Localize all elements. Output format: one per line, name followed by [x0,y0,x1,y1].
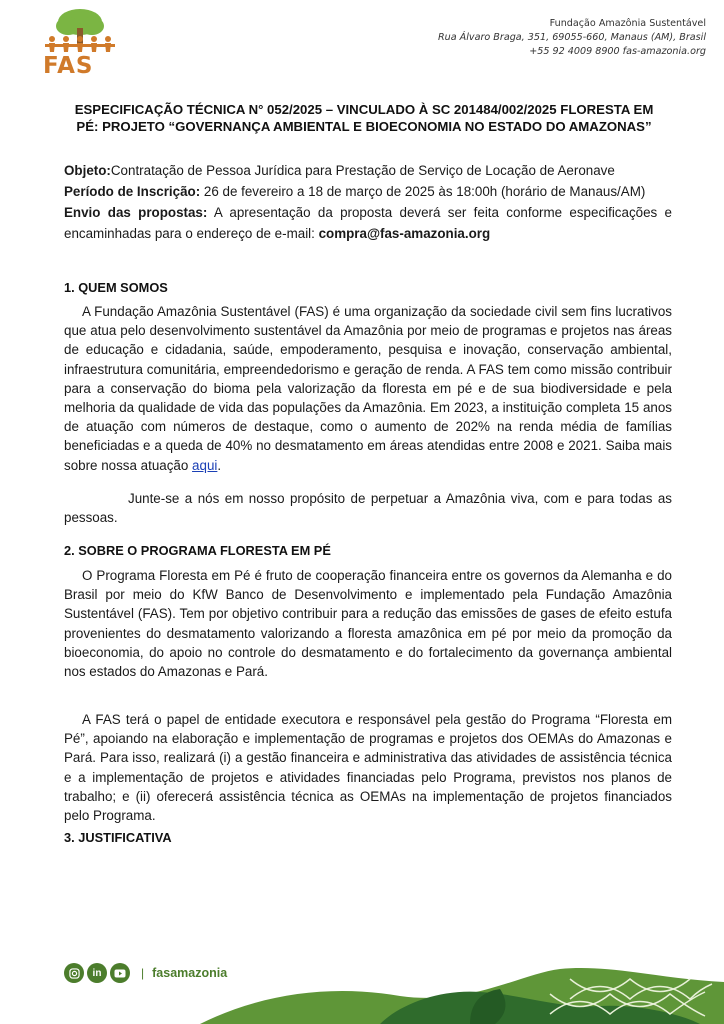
footer-hills-decoration [0,934,724,1024]
section-2-paragraph-1: O Programa Floresta em Pé é fruto de cooperação financeira entre os governos da Alemanha e do Brasil por meio do KfW Banco de Desenvolvimento e implementado pela Fundação Amazônia Sustentável (FAS). Tem por objetivo contribuir para a redução das emissões de gases de efeito estufa provenientes do desmatamento valorizando a floresta amazônica em pé por meio da promoção da bioeconomia, do apoio no controle do desmatamento e do fortalecimento da governança ambiental nos estados do Amazonas e Pará. [64,568,672,680]
social-handle[interactable]: fasamazonia [152,966,228,980]
aqui-link[interactable]: aqui [192,457,218,473]
objeto-line [64,160,672,181]
periodo-value: 26 de fevereiro a 18 de março de 2025 às 18:00h (horário de Manaus/AM) [200,184,646,199]
linkedin-icon[interactable]: in [87,963,107,983]
org-name: Fundação Amazônia Sustentável [549,18,706,29]
tree-people-icon [40,8,120,58]
section-2-heading: 2. SOBRE O PROGRAMA FLORESTA EM PÉ [64,543,331,558]
periodo-label: Período de Inscrição: [64,184,201,199]
section-3-heading: 3. JUSTIFICATIVA [64,830,172,845]
section-1-heading: 1. QUEM SOMOS [64,280,168,295]
envio-label: Envio das propostas: [64,205,208,220]
section-1-paragraph-2: Junte-se a nós em nosso propósito de perpetuar a Amazônia viva, com e para todas as pessoas. [64,491,672,526]
envio-line [64,202,672,244]
meta-block [64,160,672,244]
separator: | [141,966,145,980]
objeto-label: Objeto: [64,163,111,178]
section-1-paragraph-1 [64,302,672,475]
document-title: ESPECIFICAÇÃO TÉCNICA N° 052/2025 – VINCULADO À SC 201484/002/2025 FLORESTA EM PÉ: PROJETO “GOVERNANÇA AMBIENTAL E BIOECONOMIA NO ESTADO DO AMAZONAS” [74,102,654,134]
period: . [217,457,222,473]
envio-value: A apresentação da proposta deverá ser feita conforme especificações e encaminhadas para o endereço de e-mail: [64,205,672,241]
section-2-paragraph-2: A FAS terá o papel de entidade executora e responsável pela gestão do Programa “Floresta em Pé”, apoiando na elaboração e implementação de programas e projetos dos OEMAs do Amazonas e Pará. Para isso, realizará (i) a gestão financeira e administrativa das atividades de assistência técnica e a implementação de projetos e atividades financiadas pelo Programa, previstos nos planos de trabalho; e (ii) oferecerá assistência técnica as OEMAs na implementação de projetos financiados pelo Programa. [64,712,672,824]
org-contact: +55 92 4009 8900 fas-amazonia.org [529,46,706,57]
org-address: Rua Álvaro Braga, 351, 69055-660, Manaus (AM), Brasil [437,32,706,43]
section-1-text: A Fundação Amazônia Sustentável (FAS) é uma organização da sociedade civil sem fins lucrativos que atua pelo desenvolvimento sustentável da Amazônia por meio de programas e projetos nas áreas de educação e cidadania, saúde, empoderamento, pesquisa e inovação, conservação ambiental, infraestrutura comunitária, empreendedorismo e geração de renda. A FAS tem como missão contribuir para a conservação do bioma pela valorização da floresta em pé e de sua biodiversidade e pela melhoria da qualidade de vida das populações da Amazônia. Em 2023, a instituição completa 15 anos de atuação com números de destaque, como o aumento de 202% na renda média de famílias beneficiadas e a queda de 40% no desmatamento em áreas atendidas entre 2008 e 2021. Saiba mais sobre nossa atuação [64,304,672,473]
email-address[interactable]: compra@fas-amazonia.org [318,226,491,241]
logo-text: FAS [43,53,94,79]
periodo-line [64,181,672,202]
objeto-value: Contratação de Pessoa Jurídica para Prestação de Serviço de Locação de Aeronave [110,163,615,178]
header-address-block [438,17,706,59]
